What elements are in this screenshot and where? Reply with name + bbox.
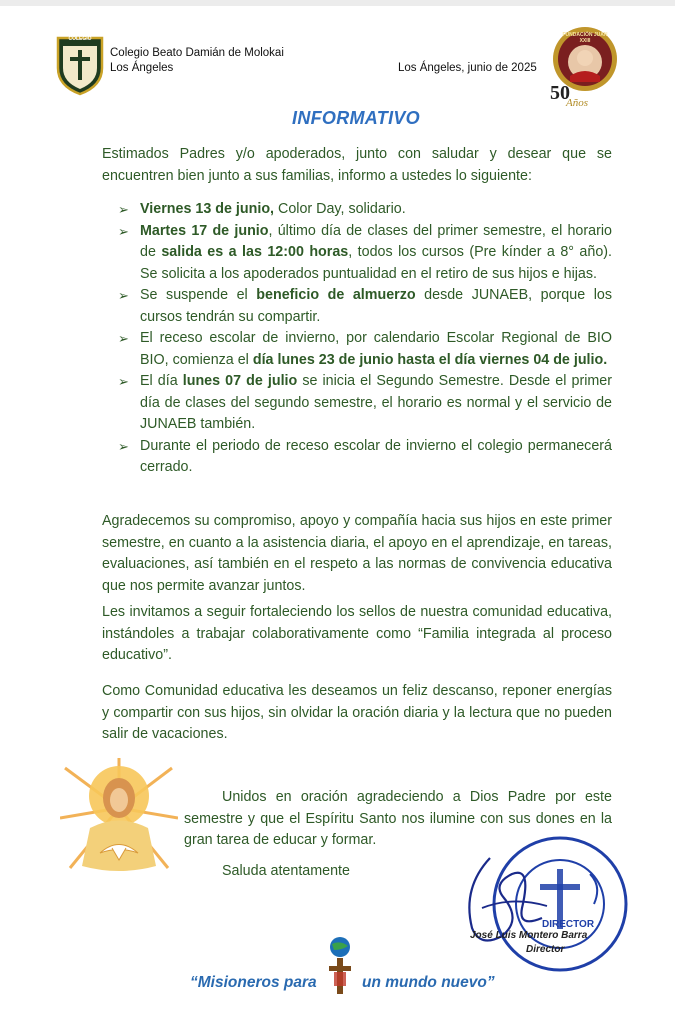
bullet-text: desde JUNAEB, porque los cursos tendrán su compartir.	[140, 287, 612, 325]
bullet-text: , todos los cursos (Pre kínder a 8° año). Se solicita a los apoderados puntualidad en el retiro de sus hijos e hijas.	[140, 244, 613, 282]
paragraph-text: Les invitamos a seguir fortaleciendo los sellos de nuestra comunidad educativa, instándoles a trabajar colaborativamente como “Familia integrada al proceso educativo”.	[102, 604, 612, 663]
paragraph-text: Agradecemos su compromiso, apoyo y compañía hacia sus hijos en este primer semestre, en cuanto a la asistencia diaria, el apoyo en el aprendizaje, en tareas, evaluaciones, así también en el respeto a las normas de convivencia educativa que nos permite avanzar juntos.	[102, 513, 612, 594]
bullet-bold: lunes 07 de julio	[182, 373, 298, 389]
crest-label: COLEGIO	[68, 36, 92, 42]
bullet-text: se inicia el Segundo Semestre. Desde el primer día de clases del segundo semestre, el horario es normal y el servicio de JUNAEB también.	[140, 373, 612, 432]
jesus-dove-illustration	[60, 758, 178, 878]
bullet-text: , último día de clases del primer semestre, el horario de	[140, 222, 612, 260]
greeting-text: Estimados Padres y/o apoderados, junto con saludar y desear que se encuentren bien junto a sus familias, informo a ustedes lo siguiente:	[102, 146, 612, 184]
bullet-bold: beneficio de almuerzo	[256, 287, 416, 303]
anniversary-number: 50	[550, 82, 570, 104]
arrow-bullet-icon: ➢	[118, 374, 129, 389]
motto-right: un mundo nuevo”	[362, 974, 495, 991]
document-page	[0, 6, 675, 1024]
thanks-paragraph	[102, 511, 612, 597]
signatory-role: Director	[526, 944, 565, 955]
arrow-bullet-icon: ➢	[118, 288, 129, 303]
list-item	[116, 221, 612, 286]
school-name: Colegio Beato Damián de Molokai	[110, 47, 284, 59]
list-item	[116, 199, 612, 221]
arrow-bullet-icon: ➢	[118, 223, 129, 239]
fundacion-label: FUNDACIÓN JUAN XXIII	[562, 32, 608, 44]
document-title: INFORMATIVO	[292, 108, 420, 128]
bullet-bold: salida es a las 12:00 horas	[161, 244, 349, 260]
arrow-bullet-icon: ➢	[118, 438, 129, 454]
wishes-paragraph	[102, 681, 612, 746]
announcement-list	[116, 199, 612, 479]
bullet-text: El receso escolar de invierno, por calendario Escolar Regional de BIO BIO, comienza el	[140, 330, 612, 368]
bullet-text: Durante el periodo de receso escolar de invierno el colegio permanecerá cerrado.	[140, 437, 612, 475]
globe-cross-icon	[320, 936, 360, 996]
list-item	[116, 436, 612, 479]
list-item	[116, 285, 612, 328]
closing-text: Unidos en oración agradeciendo a Dios Padre por este semestre y que el Espíritu Santo nos ilumine con sus dones en la gran tarea de educar y formar.	[184, 789, 612, 848]
greeting-paragraph	[102, 144, 612, 187]
bullet-bold: Martes 17 de junio	[140, 222, 269, 239]
signatory-name: José Luis Montero Barra	[470, 930, 588, 941]
handwritten-signature	[452, 848, 565, 958]
list-item	[116, 328, 612, 371]
stamp-role: DIRECTOR	[542, 919, 595, 930]
anniversary-word: Años	[566, 97, 588, 109]
invitation-paragraph	[102, 602, 612, 667]
salutation: Saluda atentamente	[222, 863, 350, 879]
arrow-bullet-icon: ➢	[118, 202, 129, 217]
motto-left: “Misioneros para	[190, 974, 317, 991]
school-crest-logo	[55, 34, 105, 96]
paragraph-text: Como Comunidad educativa les deseamos un feliz descanso, reponer energías y compartir con sus hijos, sin olvidar la oración diaria y la lectura que no pueden salir de vacaciones.	[102, 683, 612, 742]
school-city: Los Ángeles	[110, 62, 174, 74]
bullet-bold: día lunes 23 de junio hasta el día viernes 04 de julio.	[252, 351, 608, 368]
bullet-bold: Viernes 13 de junio,	[140, 201, 275, 217]
arrow-bullet-icon: ➢	[118, 331, 129, 346]
bullet-text: Color Day, solidario.	[274, 201, 406, 217]
list-item	[116, 371, 612, 436]
bullet-text: Se suspende el	[140, 287, 257, 303]
bullet-text: El día	[140, 373, 183, 389]
place-date: Los Ángeles, junio de 2025	[398, 62, 537, 74]
